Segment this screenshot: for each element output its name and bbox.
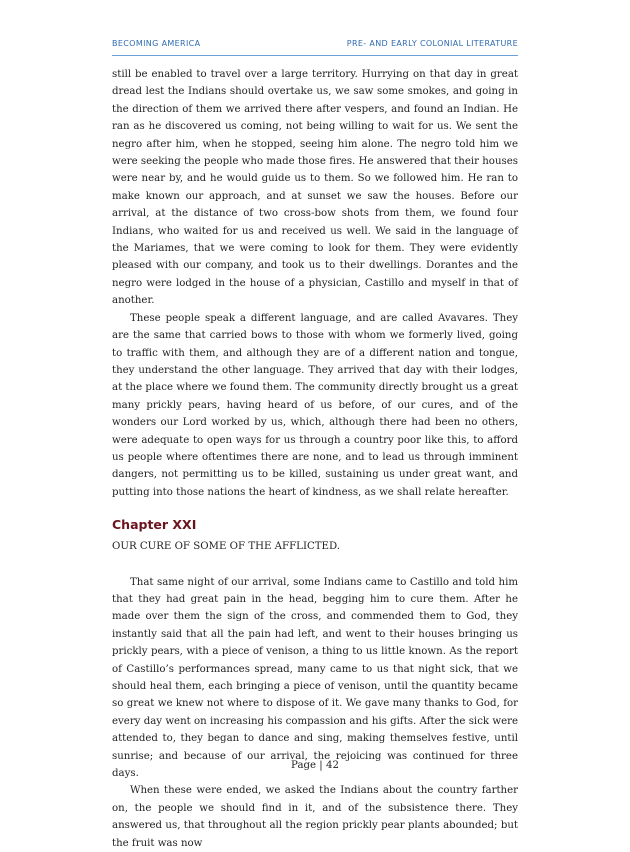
paragraph: still be enabled to travel over a large territory. Hurrying on that day in great dread lest the Indians should overtake us, we saw some smokes, and going in the direction of them we arrived there after vespers, and found an Indian. He ran as he discovered us coming, not being willing to wait for us. We sent the negro after him, when he stopped, seeing him alone. The negro told him we were seeking the people who made those fires. He answered that their houses were near by, and he would guide us to them. So we followed him. He ran to make known our approach, and at sunset we saw the houses. Before our arrival, at the distance of two cross-bow shots from them, we found four Indians, who waited for us and received us well. We said in the language of the Mariames, that we were coming to look for them. They were evidently pleased with our company, and took us to their dwellings. Dorantes and the negro were lodged in the house of a physician, Castillo and myself in that of another. xyxy=(112,69,518,307)
page-number: Page | 42 xyxy=(291,760,339,771)
header-section-title: PRE- AND EARLY COLONIAL LITERATURE xyxy=(346,39,518,48)
header-book-title: BECOMING AMERICA xyxy=(112,39,201,48)
running-header xyxy=(112,39,518,51)
body-text xyxy=(112,66,518,852)
header-divider xyxy=(112,55,518,56)
chapter-title: Chapter XXI xyxy=(112,517,197,533)
paragraph: When these were ended, we asked the Indians about the country farther on, the people we should find in it, and of the subsistence there. They answered us, that throughout all the region prickly pear plants abounded; but the fruit was now xyxy=(112,785,518,849)
paragraph: That same night of our arrival, some Indians came to Castillo and told him that they had great pain in the head, begging him to cure them. After he made over them the sign of the cross, and commended them to God, they instantly said that all the pain had left, and went to their houses bringing us prickly pears, with a piece of venison, a thing to us little known. As the report of Castillo’s performances spread, many came to us that night sick, that we should heal them, each bringing a piece of venison, until the quantity became so great we knew not where to dispose of it. We gave many thanks to God, for every day went on increasing his compassion and his gifts. After the sick were attended to, they began to dance and sing, making themselves festive, until sunrise; and because of our arrival, the rejoicing was continued for three days. xyxy=(112,576,518,780)
paragraph: These people speak a different language, and are called Avavares. They are the same that carried bows to those with whom we formerly lived, going to traffic with them, and although they are of a different nation and tongue, they understand the other language. They arrived that day with their lodges, at the place where we found them. The community directly brought us a great many prickly pears, having heard of us before, of our cures, and of the wonders our Lord worked by us, which, although there had been no others, were adequate to open ways for us through a country poor like this, to afford us people where oftentimes there are none, and to lead us through imminent dangers, not permitting us to be killed, sustaining us under great want, and putting into those nations the heart of kindness, as we shall relate hereafter. xyxy=(112,312,518,498)
chapter-subtitle: OUR CURE OF SOME OF THE AFFLICTED. xyxy=(112,541,341,553)
